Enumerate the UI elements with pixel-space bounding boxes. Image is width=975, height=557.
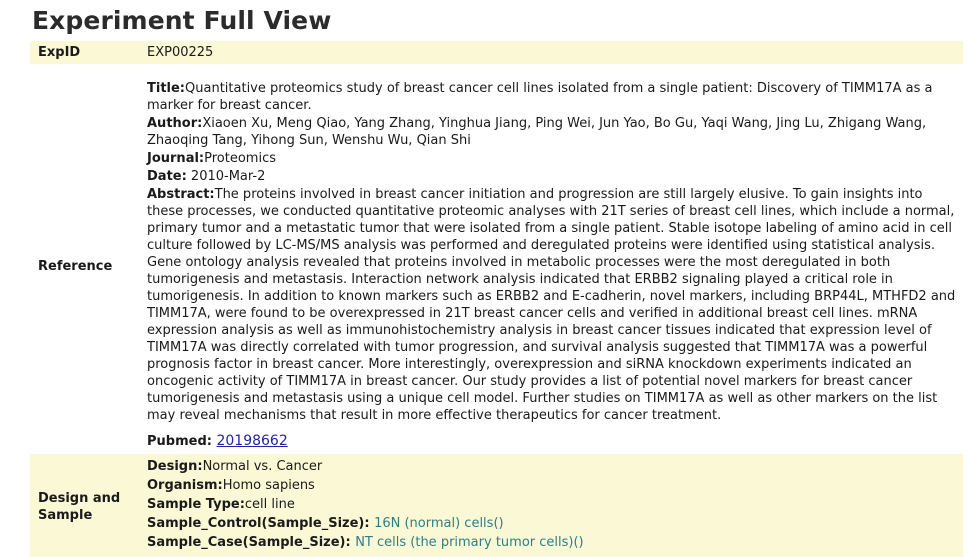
sample-type-value: cell line xyxy=(244,497,295,512)
sample-control-label: Sample_Control(Sample_Size): xyxy=(147,516,375,531)
reference-author-field xyxy=(147,115,957,149)
expid-label: ExpID xyxy=(30,41,139,65)
organism-label: Organism: xyxy=(147,478,223,493)
spacer-left xyxy=(30,65,139,77)
design-and-sample-label: Design and Sample xyxy=(30,454,139,557)
expid-value: EXP00225 xyxy=(139,41,963,65)
design-label: Design: xyxy=(147,459,203,474)
reference-pubmed-field xyxy=(147,433,957,450)
reference-label: Reference xyxy=(30,76,139,454)
reference-abstract-field xyxy=(147,186,957,424)
design-value: Normal vs. Cancer xyxy=(202,459,323,474)
reference-author-value: Xiaoen Xu, Meng Qiao, Yang Zhang, Yinghua Jiang, Ping Wei, Jun Yao, Bo Gu, Yaqi Wang, Jing Lu, Zhigang Wang, Zhaoqing Tang, Yihong Sun, Wenshu Wu, Qian Shi xyxy=(147,116,927,148)
sample-case-field xyxy=(147,534,957,551)
design-and-sample-content xyxy=(139,454,963,557)
sample-type-label: Sample Type: xyxy=(147,497,245,512)
table-spacer-row xyxy=(30,65,963,77)
reference-date-field xyxy=(147,168,957,185)
sample-control-field xyxy=(147,515,957,532)
reference-journal-value: Proteomics xyxy=(204,151,276,166)
reference-date-label: Date: xyxy=(147,169,187,184)
table-row-expid xyxy=(30,41,963,65)
reference-journal-label: Journal: xyxy=(147,151,205,166)
sample-control-value: 16N (normal) cells() xyxy=(374,516,504,531)
spacer-right xyxy=(139,65,963,77)
sample-case-value: NT cells (the primary tumor cells)() xyxy=(355,535,584,550)
experiment-table xyxy=(30,41,963,557)
reference-abstract-value: The proteins involved in breast cancer initiation and progression are still largely elusive. To gain insights into these processes, we conducted quantitative proteomic analyses with 21T series of breast cell lines, which include a normal, primary tumor and a metastatic tumor that were isolated from a single patient. Stable isotope labeling of amino acid in cell culture followed by LC-MS/MS analysis was performed and deregulated proteins were identified using statistical analysis. Gene ontology analysis revealed that proteins involved in metabolic processes were the most deregulated in both tumorigenesis and metastasis. Interaction network analysis indicated that ERBB2 signaling played a critical role in tumorigenesis. In addition to known markers such as ERBB2 and E-cadherin, novel markers, including BRP44L, MTHFD2 and TIMM17A, were found to be overexpressed in 21T breast cancer cells and verified in additional breast cell lines. mRNA expression analysis as well as immunohistochemistry analysis in breast cancer tissues indicated that expression level of TIMM17A was directly correlated with tumor progression, and survival analysis suggested that TIMM17A was a powerful prognosis factor in breast cancer. More interestingly, overexpression and siRNA knockdown experiments indicated an oncogenic activity of TIMM17A in breast cancer. Our study provides a list of potential novel markers for breast cancer tumorigenesis and metastasis using a unique cell model. Further studies on TIMM17A as well as other markers on the list may reveal mechanisms that result in more effective therapeutics for cancer treatment. xyxy=(147,187,956,423)
page-title: Experiment Full View xyxy=(32,6,332,35)
reference-date-value: 2010-Mar-2 xyxy=(186,169,266,184)
reference-title-label: Title: xyxy=(147,81,186,96)
experiment-full-view-page xyxy=(0,6,975,557)
organism-value: Homo sapiens xyxy=(222,478,315,493)
organism-field xyxy=(147,477,957,494)
reference-author-label: Author: xyxy=(147,116,203,131)
pubmed-link[interactable]: 20198662 xyxy=(216,433,288,449)
design-field xyxy=(147,458,957,475)
reference-journal-field xyxy=(147,150,957,167)
table-row-design-and-sample xyxy=(30,454,963,557)
sample-case-label: Sample_Case(Sample_Size): xyxy=(147,535,356,550)
sample-type-field xyxy=(147,496,957,513)
table-row-reference xyxy=(30,76,963,454)
reference-pubmed-label: Pubmed: xyxy=(147,434,217,449)
reference-abstract-label: Abstract: xyxy=(147,187,215,202)
reference-content xyxy=(139,76,963,454)
reference-title-value: Quantitative proteomics study of breast cancer cell lines isolated from a single patient: Discovery of TIMM17A as a marker for breast cancer. xyxy=(147,81,933,113)
reference-title-field xyxy=(147,80,957,114)
